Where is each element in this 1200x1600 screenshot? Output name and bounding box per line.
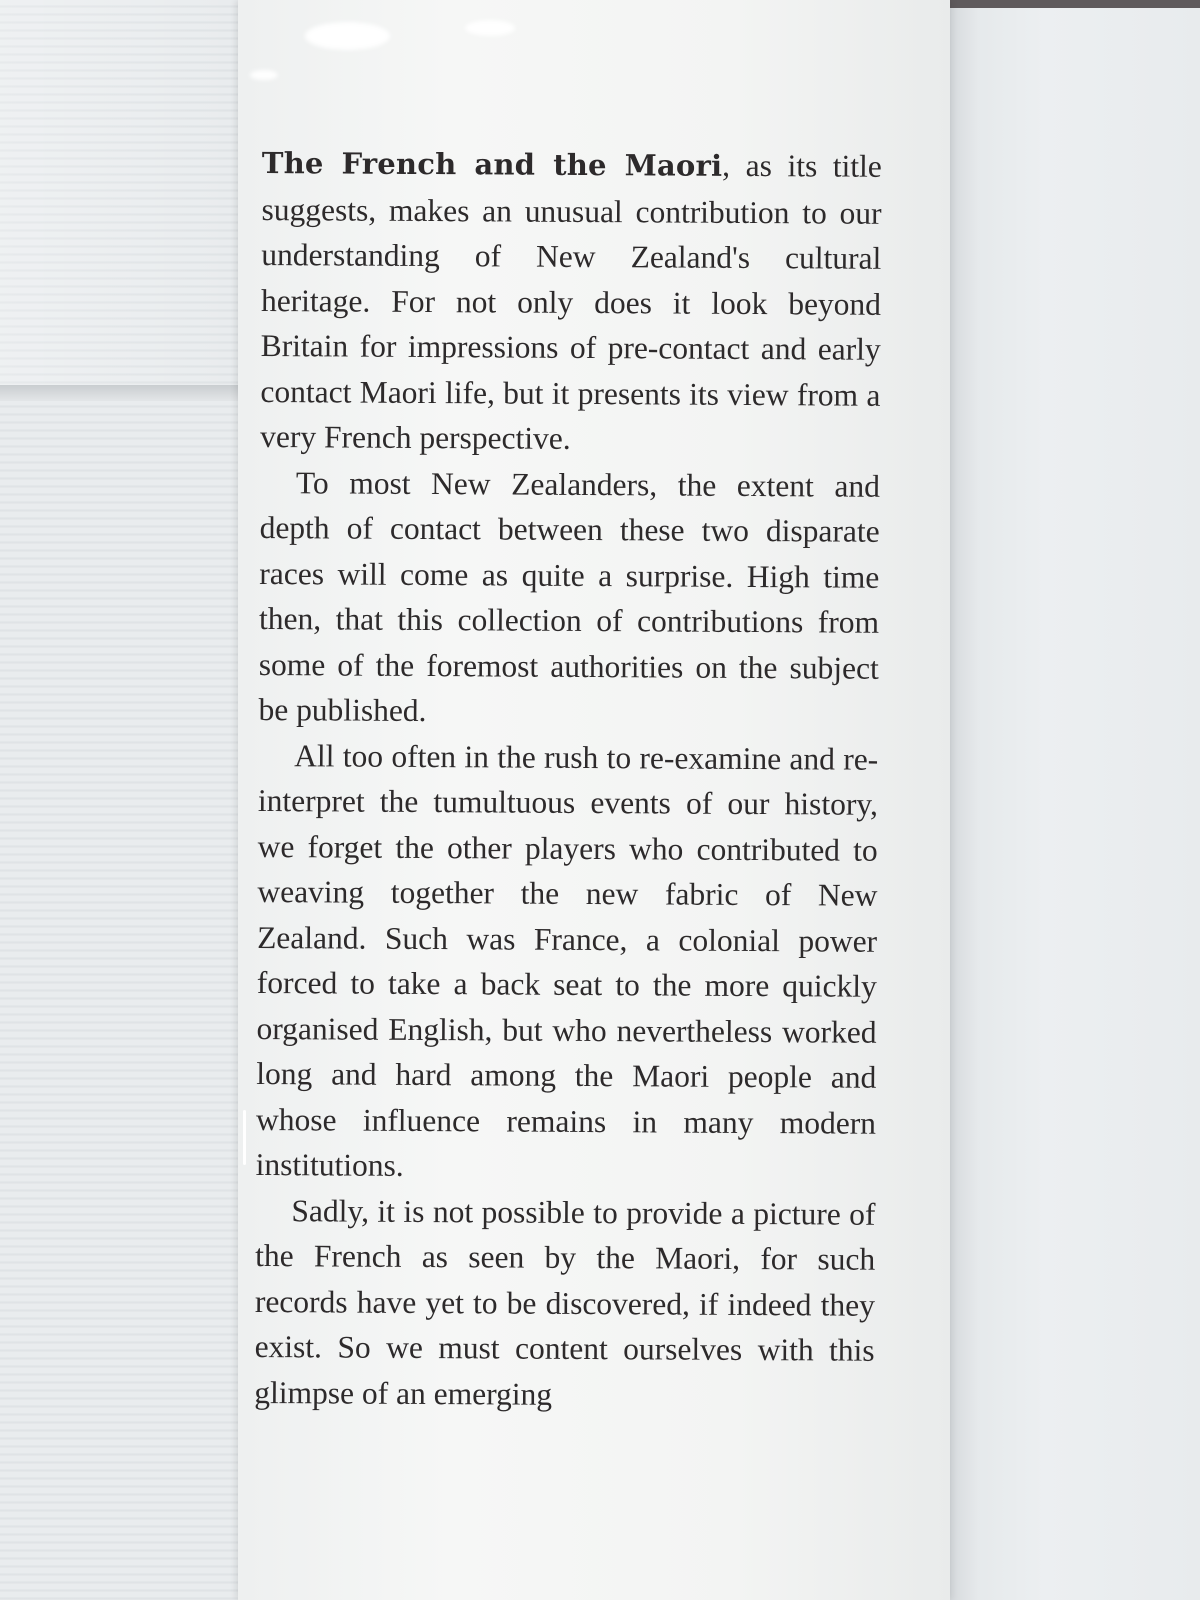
blurb-text-column <box>254 140 882 1419</box>
blurb-paragraph-1 <box>260 140 882 463</box>
blurb-paragraph-3: All too often in the rush to re-examine and re-interpret the tumultuous events of our history, we forget the other players who contributed to weaving together the new fabric of New Zealand. Such was France, a colonial power forced to take a back seat to the more quickly organised English, but who nevertheless worked long and hard among the Maori people and whose influence remains in many modern institutions. <box>255 737 879 1183</box>
background-panel-divider <box>0 385 240 401</box>
flap-edge-highlight <box>243 1110 246 1165</box>
background-right-panel <box>940 0 1200 1600</box>
blurb-paragraph-1-text: , as its title suggests, makes an unusual contribution to our understanding of New Zealand's cultural heritage. For not only does it look beyond Britain for impressions of pre-contact and early contact Maori life, but it presents its view from a very French perspective. <box>260 147 882 456</box>
blurb-paragraph-4: Sadly, it is not possible to provide a picture of the French as seen by the Maori, for such records have yet to be discovered, if indeed they exist. So we must content ourselves with this glimpse of an emerging <box>254 1192 876 1412</box>
book-title: The French and the Maori <box>261 145 723 183</box>
light-glare <box>250 70 278 80</box>
light-glare <box>305 22 390 50</box>
background-dark-strip <box>950 0 1200 8</box>
background-upper-panel <box>0 0 240 385</box>
blurb-paragraph-2: To most New Zealanders, the extent and depth of contact between these two disparate races will come as quite a surprise. High time then, that this collection of contributions from some of the foremost authorities on the subject be published. <box>258 464 881 729</box>
background-right-fold <box>950 0 978 1600</box>
light-glare <box>465 20 515 36</box>
